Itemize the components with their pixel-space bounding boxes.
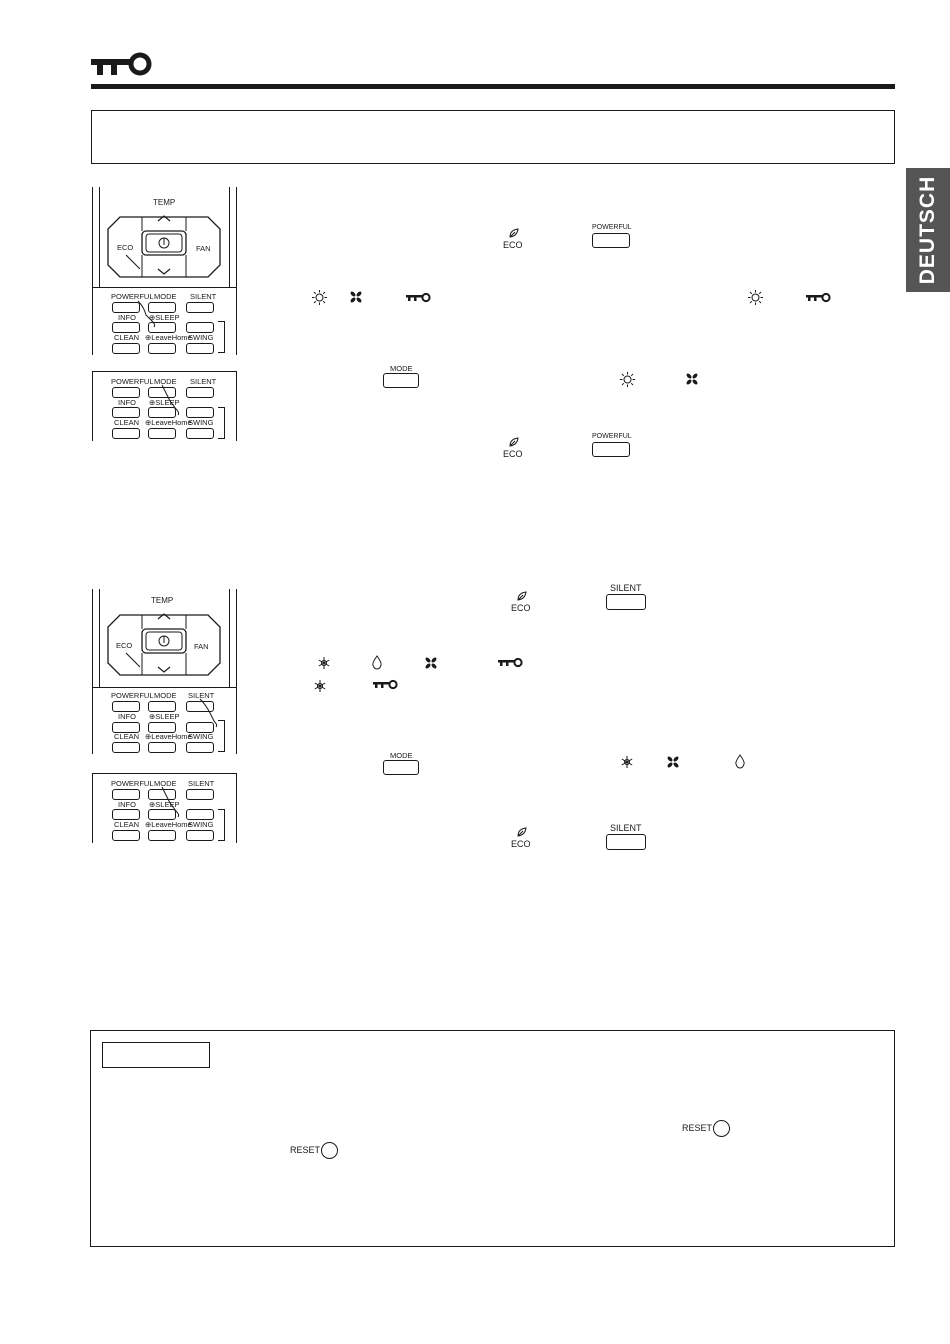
- heat-sun-icon: [748, 290, 763, 305]
- key-icon: [498, 657, 524, 669]
- key-icon: [373, 679, 399, 691]
- powerful-button-glyph: [592, 442, 630, 457]
- powerful-label: POWERFUL: [592, 433, 632, 440]
- title-box: [91, 110, 895, 164]
- powerful-button-glyph: [592, 233, 630, 248]
- reset-button-glyph: RESET: [290, 1142, 338, 1159]
- header-rule: [91, 84, 895, 89]
- fan-icon: [424, 656, 438, 670]
- eco-label: ECO: [503, 240, 523, 250]
- eco-label: ECO: [503, 449, 523, 459]
- fan-icon: [349, 290, 363, 304]
- note-label-box: [102, 1042, 210, 1068]
- remote-illustration-1: TEMP ECO FAN POWERFUL MODE SILENT INFO ⊕SLEEP CLEAN ⊕LeaveHome SWING: [92, 187, 237, 355]
- eco-leaf-icon: [516, 590, 528, 602]
- key-icon: [406, 292, 432, 304]
- eco-leaf-icon: [508, 227, 520, 239]
- cool-snowflake-icon: [317, 656, 331, 670]
- heat-sun-icon: [312, 290, 327, 305]
- language-tab: DEUTSCH: [906, 168, 950, 292]
- remote-illustration-2: POWERFUL MODE SILENT INFO ⊕SLEEP CLEAN ⊕LeaveHome SWING: [92, 371, 237, 441]
- eco-label: ECO: [511, 839, 531, 849]
- mode-button-glyph: [383, 373, 419, 388]
- reset-button-glyph: RESET: [682, 1120, 730, 1137]
- eco-leaf-icon: [516, 826, 528, 838]
- silent-label: SILENT: [610, 823, 642, 833]
- dry-drop-icon: [371, 655, 383, 670]
- key-icon: [91, 50, 155, 82]
- cool-snowflake-icon: [620, 755, 634, 769]
- heat-sun-icon: [620, 372, 635, 387]
- powerful-label: POWERFUL: [592, 224, 632, 231]
- cool-snowflake-icon: [313, 679, 327, 693]
- mode-label: MODE: [390, 751, 413, 760]
- remote-illustration-3: TEMP ECO FAN POWERFUL MODE SILENT INFO ⊕SLEEP CLEAN ⊕LeaveHome SWING: [92, 589, 237, 754]
- dry-drop-icon: [734, 754, 746, 769]
- fan-icon: [685, 372, 699, 386]
- mode-button-glyph: [383, 760, 419, 775]
- eco-label: ECO: [511, 603, 531, 613]
- silent-label: SILENT: [610, 583, 642, 593]
- remote-illustration-4: POWERFUL MODE SILENT INFO ⊕SLEEP CLEAN ⊕LeaveHome SWING: [92, 773, 237, 843]
- fan-icon: [666, 755, 680, 769]
- mode-label: MODE: [390, 364, 413, 373]
- silent-button-glyph: [606, 834, 646, 850]
- silent-button-glyph: [606, 594, 646, 610]
- note-box: [90, 1030, 895, 1247]
- key-icon: [806, 292, 832, 304]
- eco-leaf-icon: [508, 436, 520, 448]
